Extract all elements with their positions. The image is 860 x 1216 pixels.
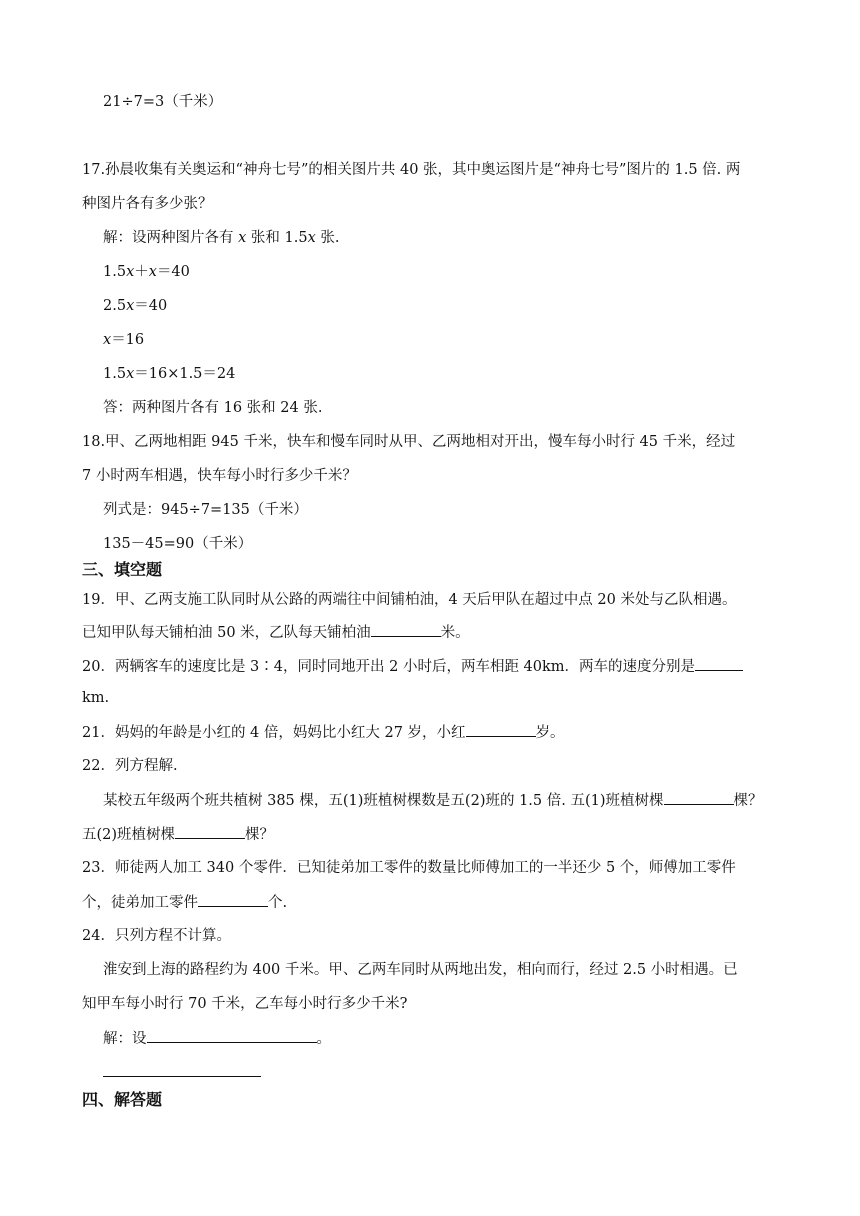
- answer-blank[interactable]: [664, 790, 734, 805]
- question-17-line2: 种图片各有多少张？: [82, 196, 213, 212]
- question-23-line1: 23．师徒两人加工 340 个零件．已知徒弟加工零件的数量比师傅加工的一半还少 5 个，师傅加工零件: [82, 860, 736, 876]
- answer-blank[interactable]: [466, 722, 536, 737]
- question-22-line3: 五(2)班植树棵 棵？: [82, 824, 274, 845]
- equation-2: 2.5x＝40: [103, 298, 168, 314]
- question-19-line2: 已知甲队每天铺柏油 50 米，乙队每天铺柏油 米。: [82, 622, 470, 643]
- equation-4: 1.5x＝16×1.5＝24: [103, 366, 236, 382]
- answer-line-blank[interactable]: [103, 1076, 261, 1077]
- question-22-line1: 22．列方程解.: [82, 758, 178, 774]
- question-21: 21．妈妈的年龄是小红的 4 倍，妈妈比小红大 27 岁，小红 岁。: [82, 722, 565, 743]
- question-24-line3: 知甲车每小时行 70 千米，乙车每小时行多少千米?: [82, 996, 408, 1012]
- section-heading-3: 三、填空题: [82, 560, 163, 579]
- answer-blank[interactable]: [147, 1028, 317, 1043]
- equation-1: 1.5x＋x＝40: [103, 264, 190, 280]
- question-20-line1: 20．两辆客车的速度比是 3∶4，同时同地开出 2 小时后，两车相距 40km．两车的速度分别是: [82, 656, 743, 677]
- question-17-line1: 17.孙晨收集有关奥运和“神舟七号”的相关图片共 40 张，其中奥运图片是“神舟七号”图片的 1.5 倍. 两: [82, 162, 741, 178]
- question-19-line1: 19．甲、乙两支施工队同时从公路的两端往中间铺柏油，4 天后甲队在超过中点 20 米处与乙队相遇。: [82, 592, 737, 608]
- answer-blank[interactable]: [695, 656, 743, 671]
- question-24-line4: 解：设 。: [103, 1028, 331, 1049]
- section-heading-4: 四、解答题: [82, 1090, 163, 1109]
- question-18-solution-1: 列式是：945÷7=135（千米）: [103, 502, 308, 518]
- question-18-solution-2: 135－45=90（千米）: [103, 536, 253, 552]
- question-17-answer: 答：两种图片各有 16 张和 24 张.: [103, 400, 323, 416]
- answer-blank[interactable]: [198, 892, 268, 907]
- answer-blank[interactable]: [371, 622, 441, 637]
- equation-3: x＝16: [103, 332, 145, 348]
- question-18-line1: 18.甲、乙两地相距 945 千米，快车和慢车同时从甲、乙两地相对开出，慢车每小时行 45 千米，经过: [82, 434, 736, 450]
- question-20-line2: km.: [82, 690, 110, 706]
- question-24-line2: 淮安到上海的路程约为 400 千米。甲、乙两车同时从两地出发，相向而行，经过 2.5 小时相遇。已: [103, 962, 738, 978]
- question-24-line1: 24．只列方程不计算。: [82, 928, 231, 944]
- question-17-solution: 解：设两种图片各有 x 张和 1.5x 张.: [103, 230, 340, 246]
- question-23-line2: 个，徒弟加工零件 个.: [82, 892, 287, 913]
- answer-line: 21÷7=3（千米）: [103, 94, 223, 110]
- question-18-line2: 7 小时两车相遇，快车每小时行多少千米？: [82, 468, 357, 484]
- question-22-line2: 某校五年级两个班共植树 385 棵，五(1)班植树棵数是五(2)班的 1.5 倍. 五(1)班植树棵 棵？: [103, 790, 763, 811]
- answer-blank[interactable]: [175, 824, 245, 839]
